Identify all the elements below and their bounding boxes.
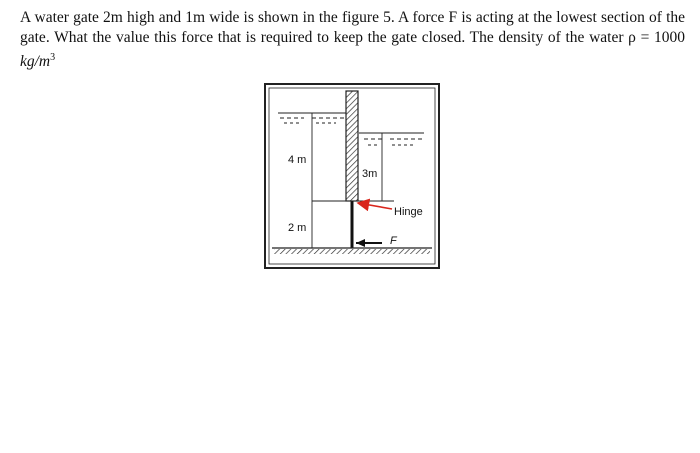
density-prefix: of the water ρ = 1000 — [547, 29, 686, 46]
label-hinge: Hinge — [394, 206, 423, 218]
label-4m: 4 m — [288, 154, 307, 166]
density-exponent: 3 — [50, 52, 56, 63]
problem-line-2: section of the gate. What the value this force that is required to keep the gate closed. The density — [20, 9, 686, 46]
ground-hatching — [274, 249, 430, 254]
problem-line-1: A water gate 2m high and 1m wide is shown in the figure 5. A force F is acting at the lowest — [20, 9, 597, 26]
problem-statement — [20, 8, 685, 72]
gate-diagram — [264, 83, 440, 269]
hatched-wall — [346, 91, 358, 201]
label-2m: 2 m — [288, 222, 307, 234]
figure-5 — [264, 83, 440, 269]
density-unit: kg/m — [20, 53, 51, 71]
label-3m: 3m — [362, 168, 378, 180]
label-force: F — [390, 235, 397, 247]
